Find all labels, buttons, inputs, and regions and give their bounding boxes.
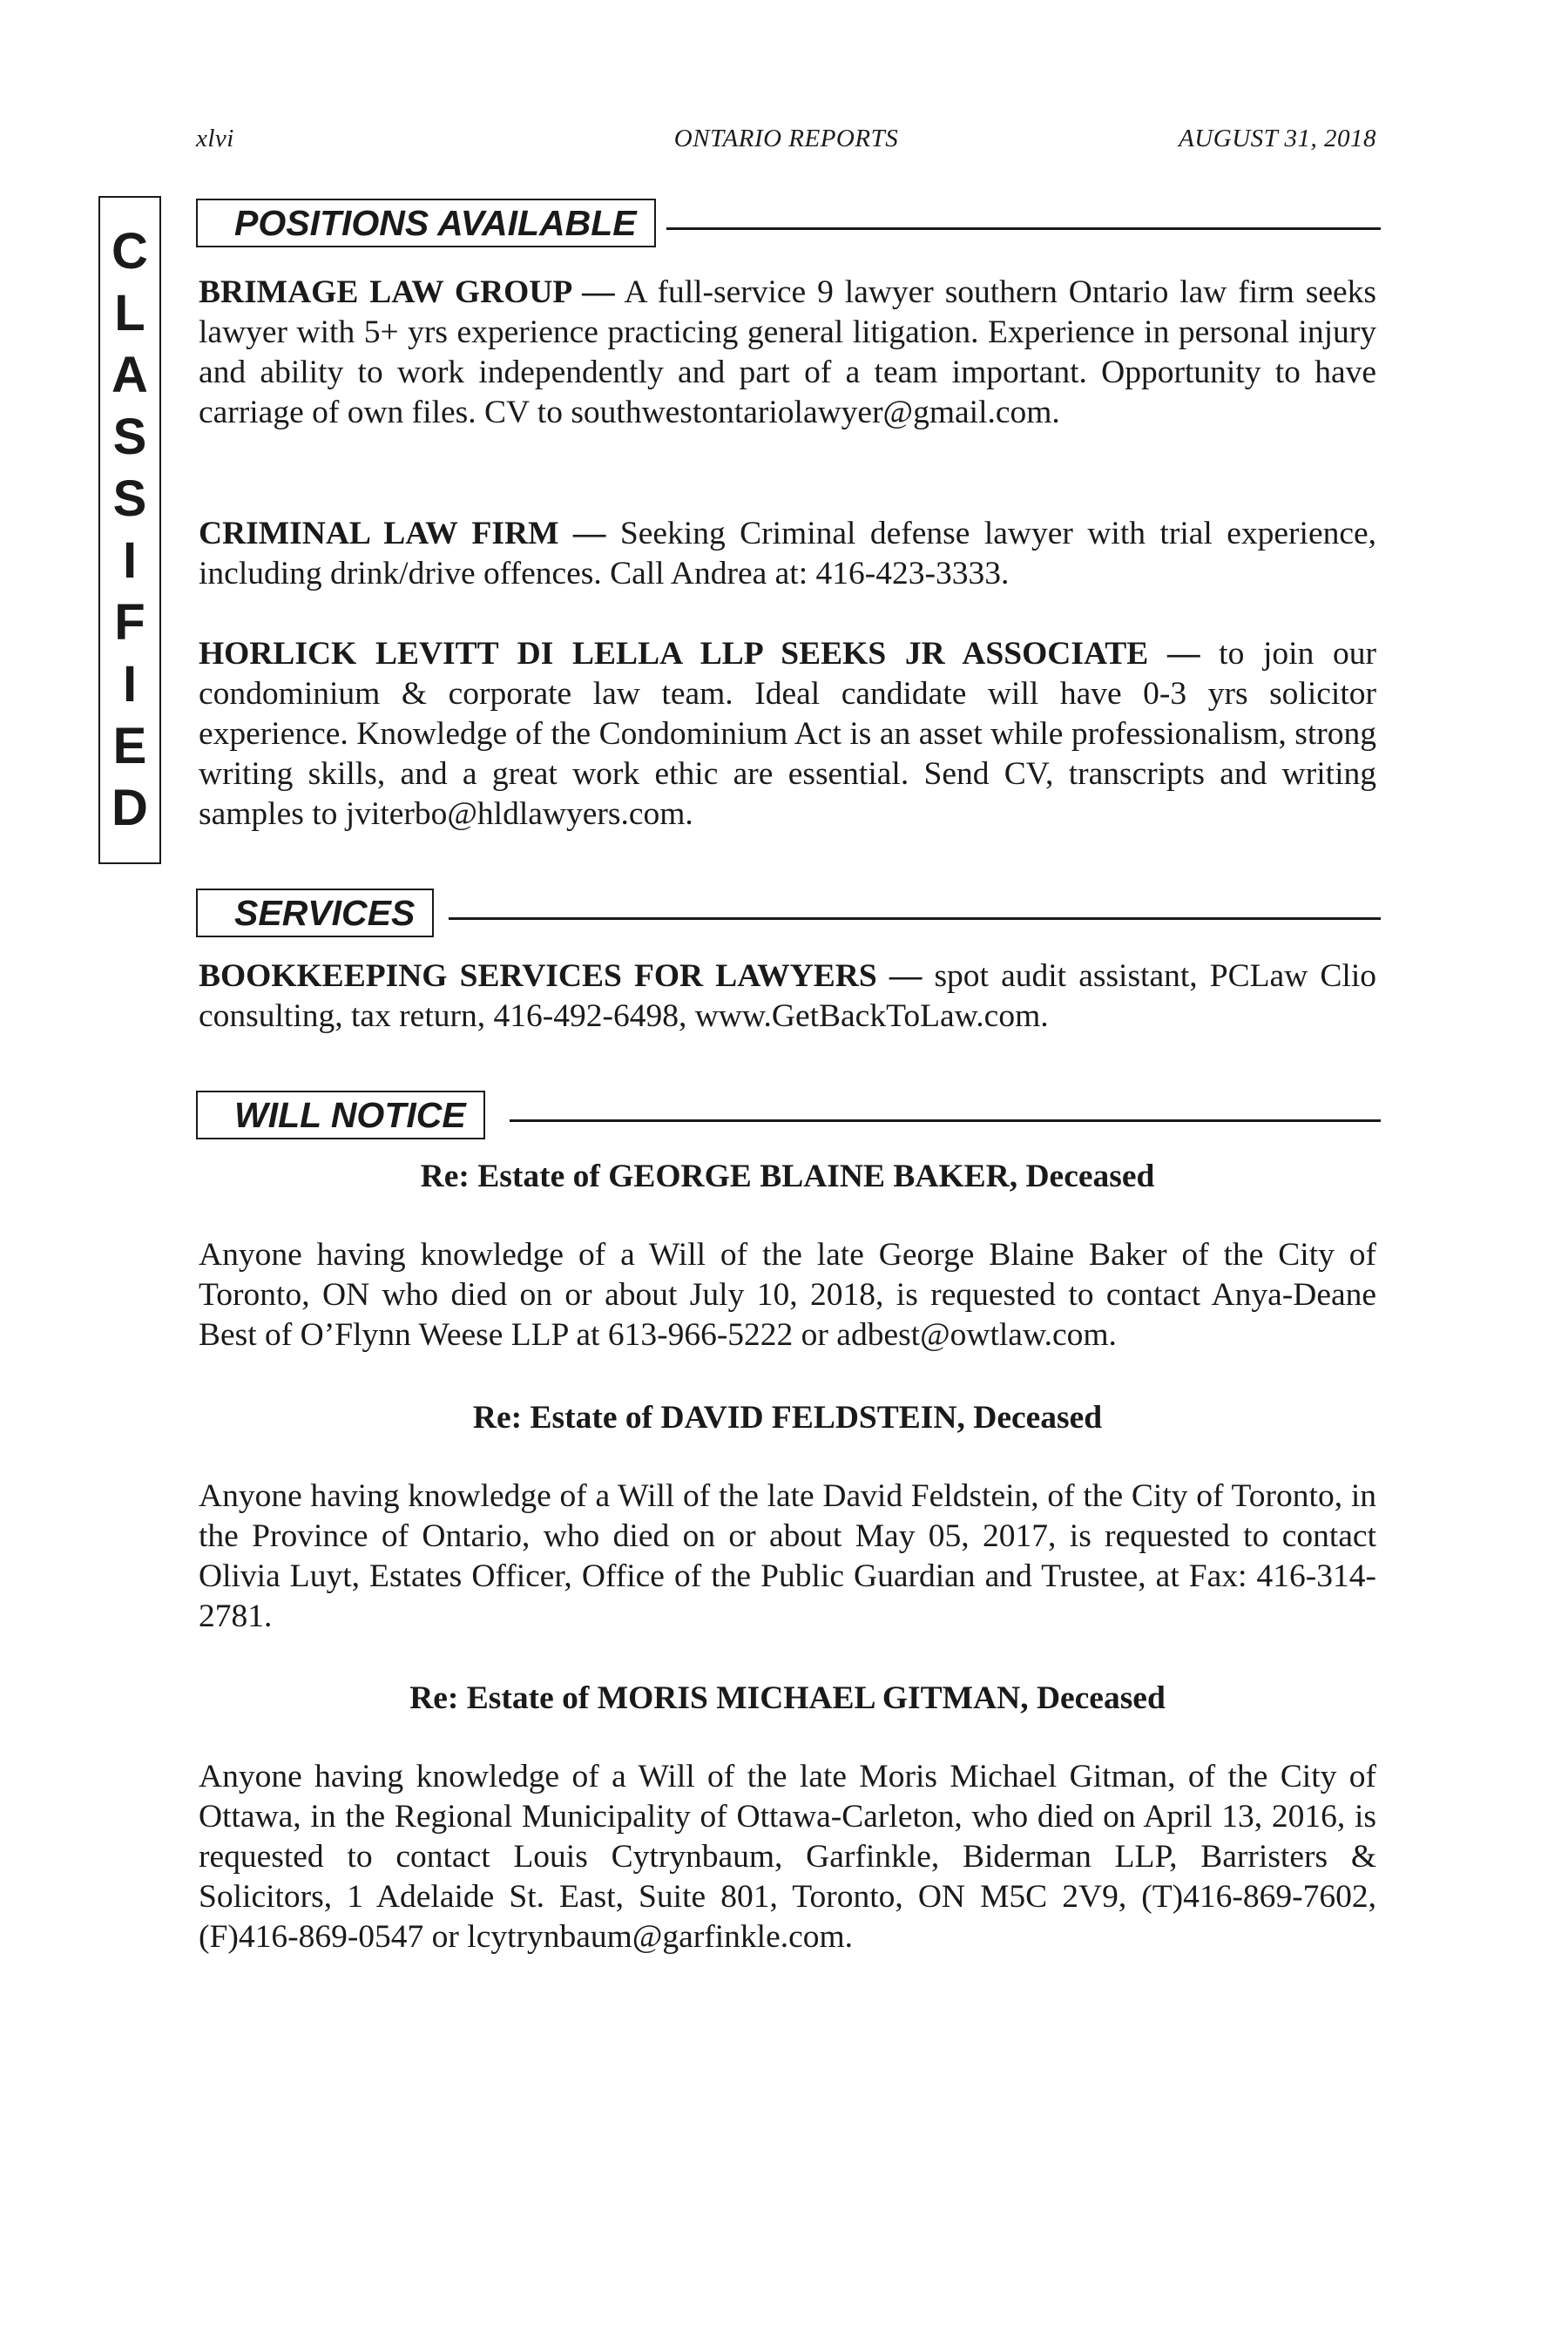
side-tab-letter: E xyxy=(112,718,147,774)
will-notice-baker: Anyone having knowledge of a Will of the late George Blaine Baker of the City of Toronto, ON who died on or about July 10, 2018, is requested to contact Anya-Deane Best of O’Flynn Weese LLP at 613-966-5222 or adbest@owtlaw.com. xyxy=(199,1237,1376,1353)
estate-title-baker: Re: Estate of GEORGE BLAINE BAKER, Deceased xyxy=(420,1159,1155,1194)
section-rule xyxy=(666,227,1381,230)
side-tab-letter: S xyxy=(112,409,147,465)
section-label: POSITIONS AVAILABLE xyxy=(196,199,656,247)
side-tab-letter: I xyxy=(122,656,138,713)
entry-heading: HORLICK LEVITT DI LELLA LLP SEEKS JR ASSOCIATE — xyxy=(199,636,1200,672)
side-tab-letter: S xyxy=(112,470,147,527)
running-head xyxy=(196,125,1376,159)
classified-entry-bookkeeping xyxy=(199,956,1376,1037)
entry-body: to join our condominium & corporate law team. Ideal candidate will have 0-3 yrs solicitor experience. Knowledge of the Condominium Act is an asset while professionalism, strong writing skills, and a great work ethic are essential. Send CV, transcripts and writing samples to jviterbo@hldlawyers.com. xyxy=(199,636,1377,832)
side-tab-letter: F xyxy=(114,594,145,651)
classified-side-tab xyxy=(98,196,161,864)
entry-heading: BOOKKEEPING SERVICES FOR LAWYERS — xyxy=(199,958,923,994)
issue-date: AUGUST 31, 2018 xyxy=(1179,125,1376,152)
entry-body: A full-service 9 lawyer southern Ontario law firm seeks lawyer with 5+ yrs experience practicing general litigation. Experience in personal injury and ability to work independently and part of a team important. Opportunity to have carriage of own files. CV to southwestontariolawyer@gmail.com. xyxy=(199,274,1376,430)
section-header-services xyxy=(196,889,1381,937)
section-rule xyxy=(510,1119,1381,1122)
page-number: xlvi xyxy=(196,125,234,152)
estate-title-feldstein: Re: Estate of DAVID FELDSTEIN, Deceased xyxy=(472,1400,1103,1436)
section-label: WILL NOTICE xyxy=(196,1091,485,1139)
publication-title: ONTARIO REPORTS xyxy=(673,125,899,152)
entry-heading: BRIMAGE LAW GROUP — xyxy=(199,274,615,310)
side-tab-letter: L xyxy=(114,285,145,341)
entry-heading: CRIMINAL LAW FIRM — xyxy=(199,516,606,551)
section-rule xyxy=(449,917,1381,920)
section-header-positions xyxy=(196,199,1381,247)
side-tab-letter: I xyxy=(122,532,138,589)
estate-title-gitman: Re: Estate of MORIS MICHAEL GITMAN, Deceased xyxy=(409,1680,1166,1716)
classified-entry-brimage xyxy=(199,273,1376,433)
side-tab-letter: C xyxy=(112,223,148,280)
classified-entry-criminal xyxy=(199,514,1376,594)
will-notice-gitman: Anyone having knowledge of a Will of the late Moris Michael Gitman, of the City of Ottawa, in the Regional Municipality of Ottawa-Carleton, who died on April 13, 2016, is requested to contact Louis Cytrynbaum, Garfinkle, Biderman LLP, Barristers & Solicitors, 1 Adelaide St. East, Suite 801, Toronto, ON M5C 2V9, (T)416-869-7602, (F)416-869-0547 or lcytrynbaum@garfinkle.com. xyxy=(199,1759,1376,1955)
section-label: SERVICES xyxy=(196,889,434,937)
section-header-will-notice xyxy=(196,1091,1381,1139)
entry-body: Seeking Criminal defense lawyer with trial experience, including drink/drive offences. Call Andrea at: 416-423-3333. xyxy=(199,516,1377,591)
side-tab-letter: D xyxy=(112,780,148,836)
classified-entry-horlick xyxy=(199,634,1376,835)
will-notice-feldstein: Anyone having knowledge of a Will of the late David Feldstein, of the City of Toronto, in the Province of Ontario, who died on or about May 05, 2017, is requested to contact Olivia Luyt, Estates Officer, Office of the Public Guardian and Trustee, at Fax: 416-314-2781. xyxy=(199,1478,1376,1634)
entry-body: spot audit assistant, PCLaw Clio consulting, tax return, 416-492-6498, www.GetBackToLaw.com. xyxy=(199,958,1377,1034)
side-tab-letter: A xyxy=(112,347,148,403)
